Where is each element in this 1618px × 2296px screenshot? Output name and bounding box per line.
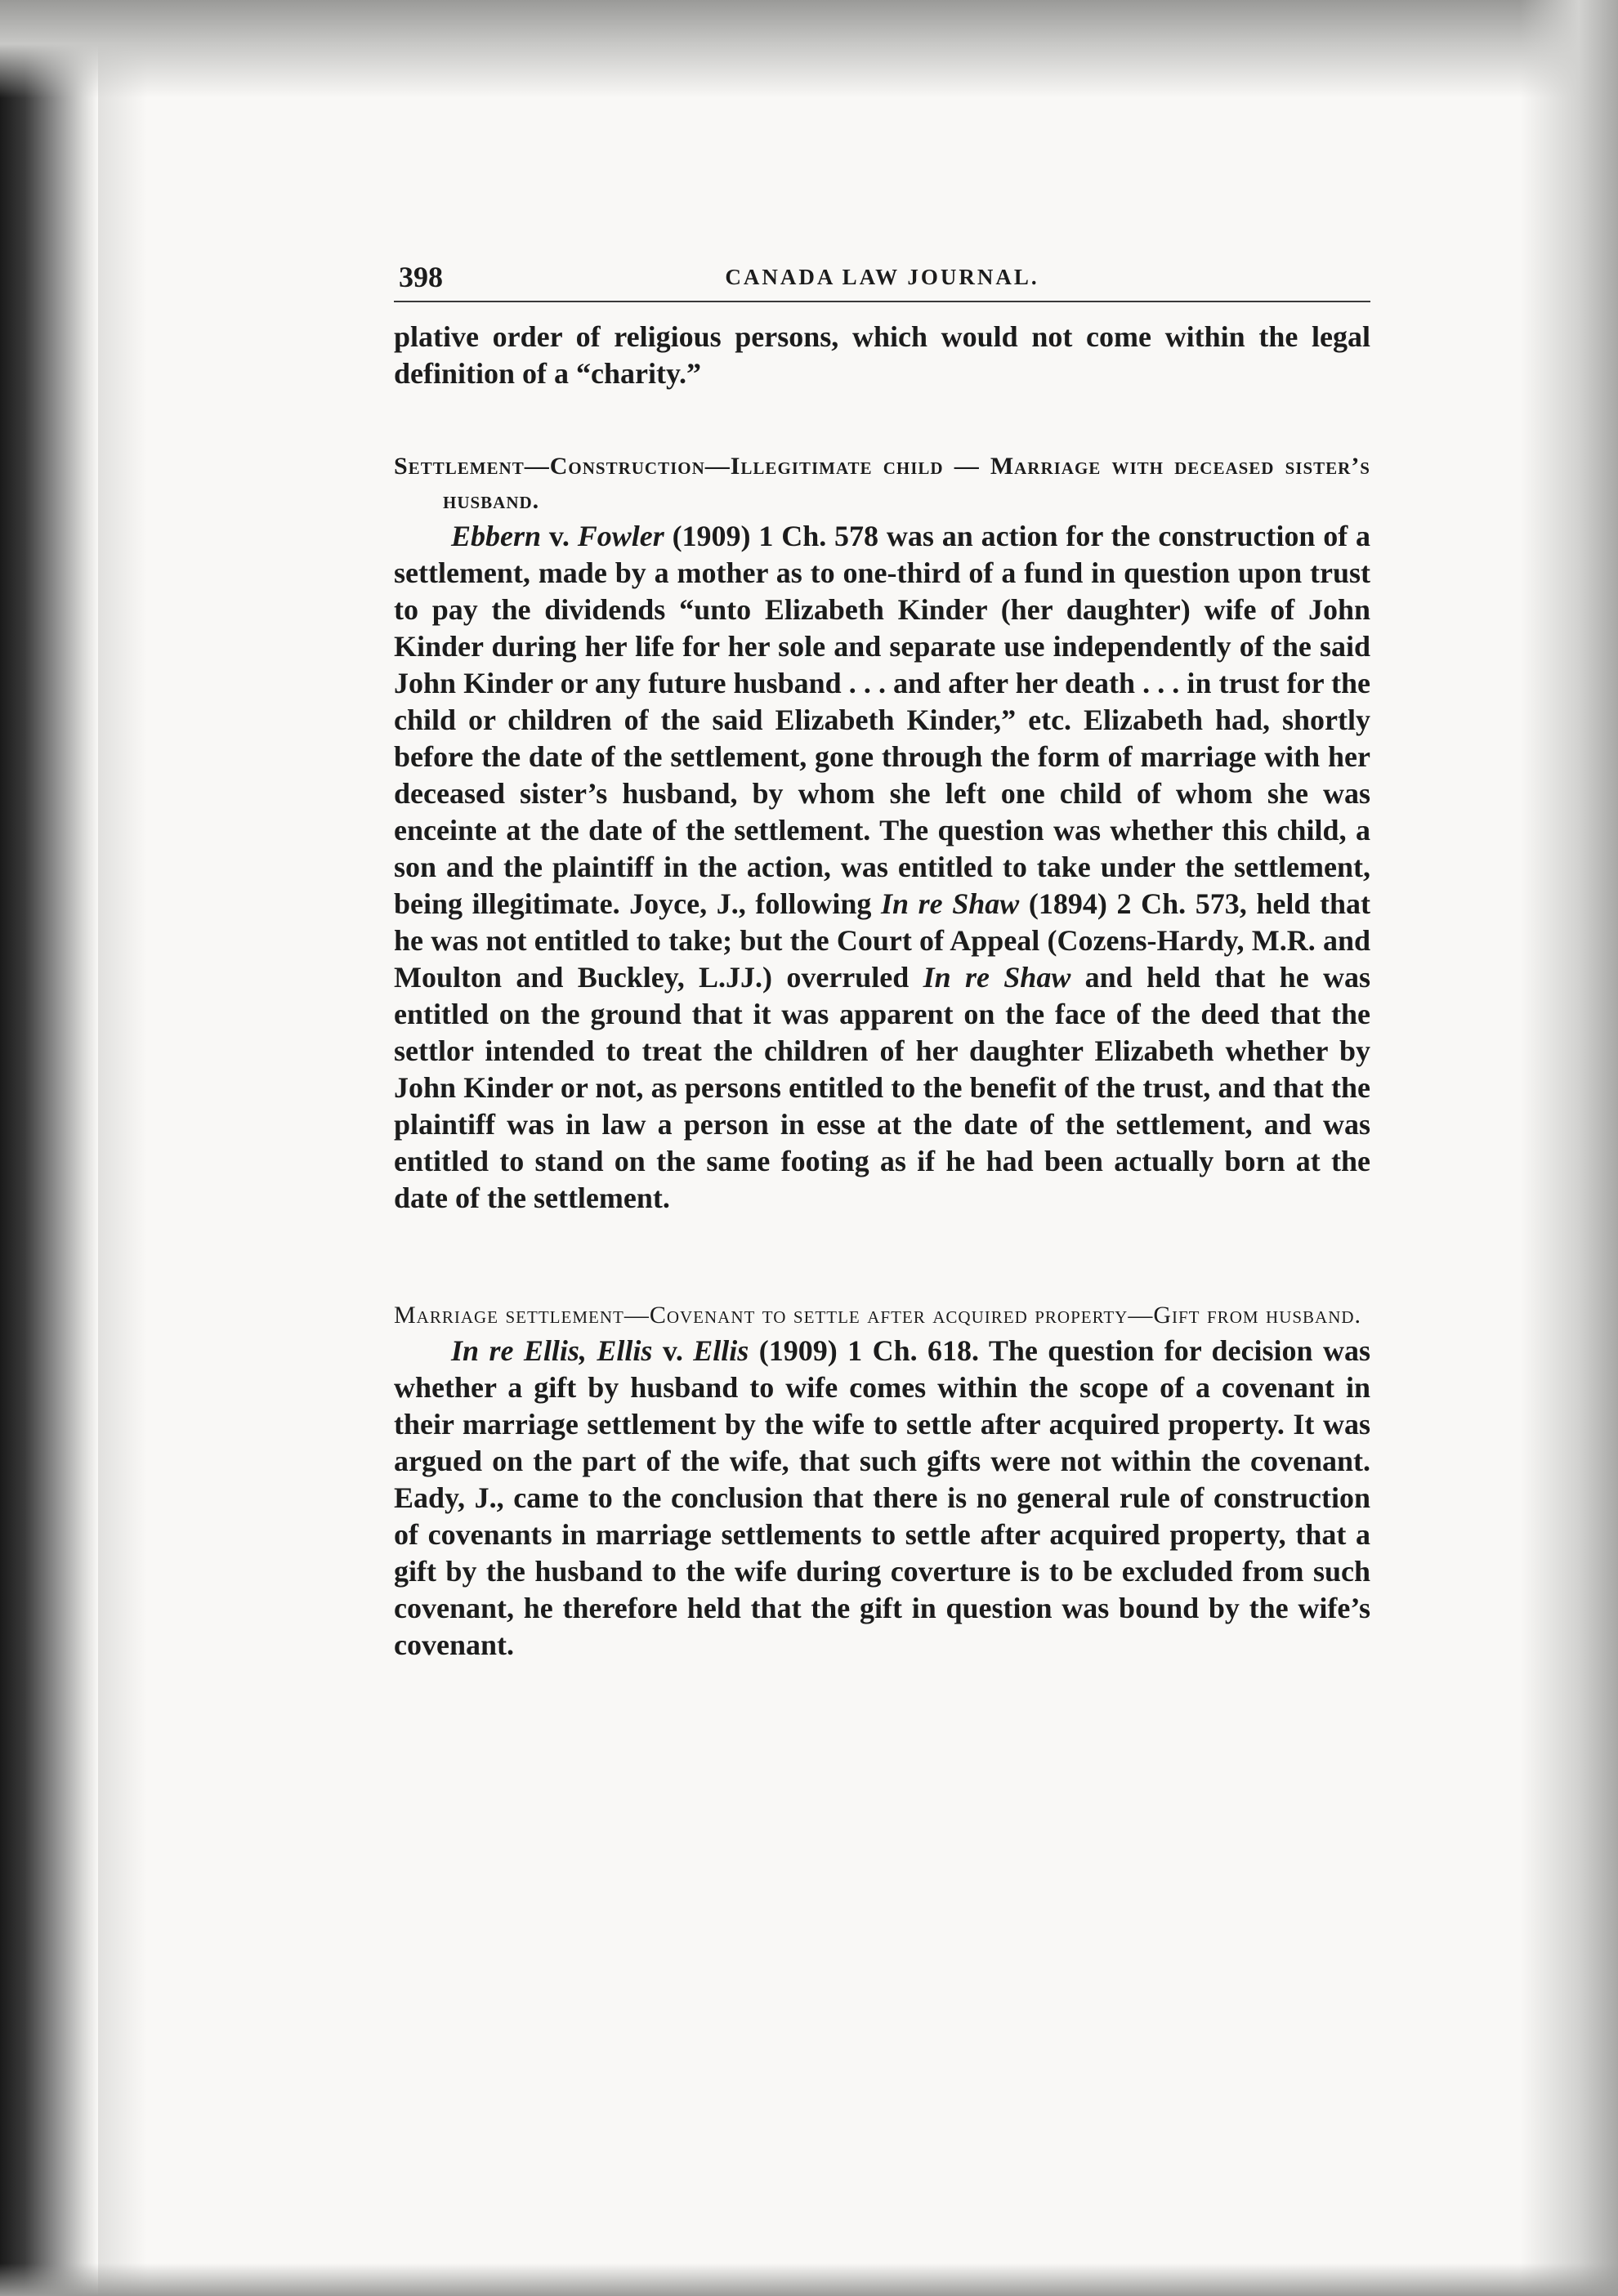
section-heading-settlement: Settlement—Construction—Illegitimate child — Marriage with deceased sister’s husband. [394,453,1370,514]
case-versus: v. [652,1334,694,1367]
scan-gutter-fade [98,0,147,2296]
section-body-settlement [394,518,1370,1217]
page-number: 398 [399,261,443,293]
case-versus: v. [541,520,578,552]
paragraph-text: (1909) 1 Ch. 618. The question for decision was whether a gift by husband to wife comes within the scope of a covenant in their marriage settlement by the wife to settle after acquired property. It was argued on the part of the wife, that such gifts were not within the covenant. Eady, J., came to the conclusion that there is no general rule of construction of covenants in marriage settlements to settle after acquired property, that a gift by the husband to the wife during coverture is to be excluded from such covenant, he therefore held that the gift in question was bound by the wife’s covenant. [394,1334,1370,1661]
scan-top-edge [0,0,1618,98]
case-name: Ellis [693,1334,749,1367]
paragraph-text: (1909) 1 Ch. 578 was an action for the construction of a settlement, made by a mother as to one-third of a fund in question upon trust to pay the dividends “unto Elizabeth Kinder (her daughter) wife of John Kinder during her life for her sole and separate use independently of the said John Kinder or any future husband . . . and after her death . . . in trust for the child or children of the said Elizabeth Kinder,” etc. Elizabeth had, shortly before the date of the settlement, gone through the form of marriage with her deceased sister’s husband, by whom she left one child of whom she was enceinte at the date of the settlement. The question was whether this child, a son and the plaintiff in the action, was entitled to take under the settlement, being illegitimate. Joyce, J., following [394,520,1371,920]
continuation-paragraph: plative order of religious persons, which would not come within the legal definition of a “charity.” [394,320,1370,390]
scan-bottom-edge [0,2263,1618,2296]
paragraph-text: and held that he was entitled on the ground that it was apparent on the face of the deed that the settlor intended to treat the children of her daughter Elizabeth whether by John Kinder or not, as persons entitled to the benefit of the trust, and that the plaintiff was in law a person in esse at the date of the settlement, and was entitled to stand on the same footing as if he had been actually born at the date of the settlement. [394,961,1370,1214]
paragraph-text: (1894) 2 Ch. 573, held that he was not entitled to take; but the Court of Appeal (Cozens-Hardy, M.R. and Moulton and Buckley, L.JJ.) overruled [394,887,1371,994]
case-name: Ebbern [451,520,542,552]
scan-right-edge [1520,0,1618,2296]
section-heading-marriage-settlement: Marriage settlement—Covenant to settle after acquired property—Gift from husband. [394,1302,1362,1329]
scan-gutter-shadow [0,0,98,2296]
case-name: In re Ellis, Ellis [451,1334,653,1367]
page-content [394,260,1370,1664]
journal-title: CANADA LAW JOURNAL. [725,265,1039,289]
case-citation: In re Shaw [881,887,1020,920]
case-name: Fowler [577,520,664,552]
case-citation: In re Shaw [923,961,1071,994]
running-head [394,260,1370,302]
section-body-marriage-settlement [394,1333,1370,1664]
